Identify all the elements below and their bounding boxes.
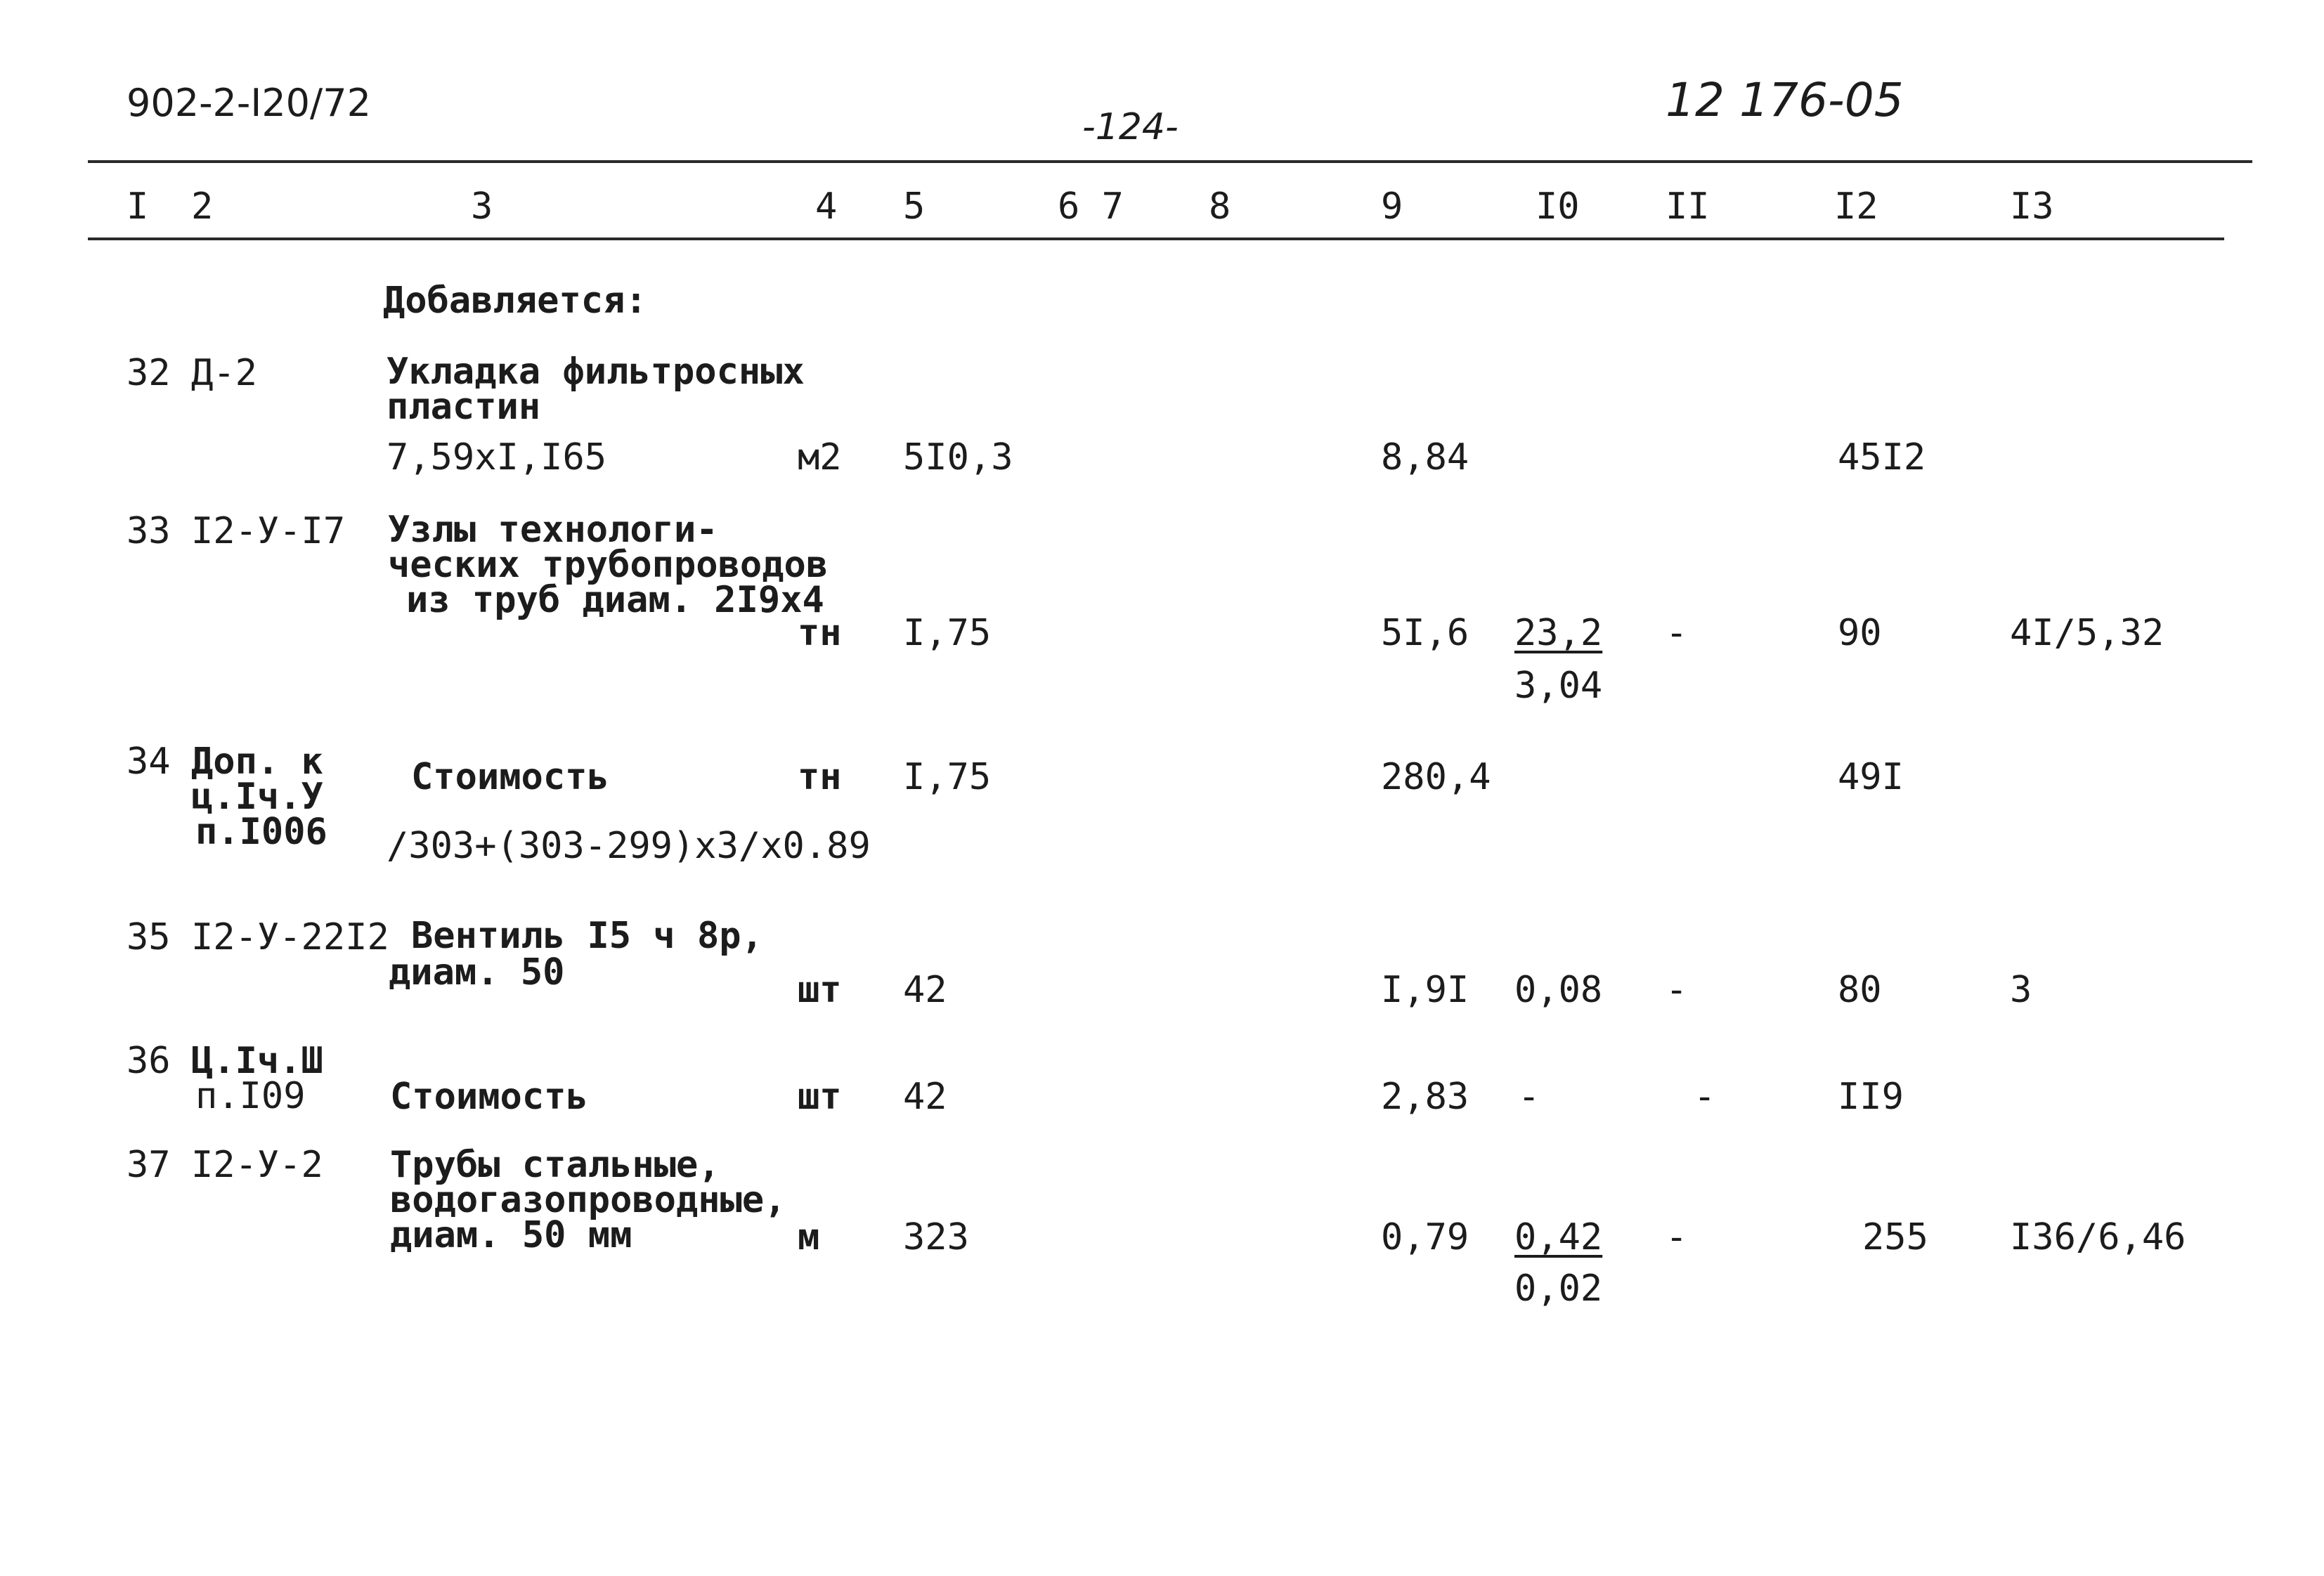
row-unit: м2: [798, 436, 842, 478]
row-name-line: Стоимость: [390, 1076, 588, 1118]
row-number: 37: [126, 1144, 171, 1186]
row-number: 34: [126, 741, 171, 783]
row-col-11: -: [1666, 1216, 1688, 1258]
row-col-9: 0,79: [1381, 1216, 1469, 1258]
col-header-11: II: [1666, 185, 1710, 228]
col-header-4: 4: [815, 185, 838, 228]
row-code-line: Ц.Iч.Ш: [191, 1040, 323, 1082]
col-header-2: 2: [191, 185, 214, 228]
row-code-line: Доп. к: [191, 741, 323, 783]
col-header-10: I0: [1536, 185, 1580, 228]
section-heading: Добавляется:: [383, 280, 647, 322]
row-code-line: ц.Iч.У: [191, 776, 323, 818]
row-unit: шт: [798, 1076, 842, 1118]
row-number: 35: [126, 916, 171, 958]
row-sub-name: 7,59xI,I65: [387, 436, 607, 478]
row-col-10-top: 23,2: [1514, 612, 1603, 654]
archive-number: 12 176-05: [1666, 73, 1904, 127]
document-code: 902-2-I20/72: [126, 81, 371, 125]
row-name-line: Стоимость: [411, 756, 609, 798]
row-code: I2-У-2: [191, 1144, 323, 1186]
row-name-line: диам. 50: [389, 951, 565, 994]
top-rule: [88, 160, 2252, 163]
row-name-line: водогазопроводные,: [390, 1179, 786, 1221]
row-col-13: 3: [2010, 969, 2032, 1011]
row-code-line: п.I006: [195, 811, 327, 853]
row-number: 36: [126, 1040, 171, 1082]
header-rule: [88, 237, 2224, 240]
col-header-1: I: [126, 185, 149, 228]
row-col-12: II9: [1838, 1076, 1904, 1118]
row-formula: /303+(303-299)x3/x0.89: [387, 825, 871, 867]
col-header-3: 3: [471, 185, 493, 228]
row-quantity: I,75: [903, 756, 992, 798]
row-name-line: Вентиль I5 ч 8р,: [411, 915, 763, 957]
row-code: I2-У-22I2: [191, 916, 389, 958]
row-col-10: 0,08: [1514, 969, 1603, 1011]
row-col-10-top: 0,42: [1514, 1216, 1603, 1258]
row-col-12: 45I2: [1838, 436, 1926, 478]
row-code: Д-2: [191, 352, 257, 394]
row-col-11: -: [1666, 612, 1688, 654]
row-quantity: 42: [903, 969, 947, 1011]
row-unit: тн: [798, 612, 842, 654]
row-name-line: диам. 50 мм: [390, 1214, 632, 1256]
row-col-9: I,9I: [1381, 969, 1469, 1011]
row-col-11: -: [1666, 969, 1688, 1011]
row-code: I2-У-I7: [191, 510, 346, 552]
row-col-9: 280,4: [1381, 756, 1491, 798]
row-col-13: I36/6,46: [2010, 1216, 2186, 1258]
row-col-10: -: [1518, 1076, 1540, 1118]
row-name-line: из труб диам. 2I9x4: [406, 579, 824, 621]
row-col-12: 80: [1838, 969, 1882, 1011]
row-number: 33: [126, 510, 171, 552]
row-col-11: -: [1694, 1076, 1716, 1118]
row-quantity: 323: [903, 1216, 969, 1258]
row-name-line: ческих трубопроводов: [388, 544, 829, 586]
row-col-10-bottom: 0,02: [1514, 1268, 1603, 1310]
row-col-9: 2,83: [1381, 1076, 1469, 1118]
row-quantity: 42: [903, 1076, 947, 1118]
row-name-line: Узлы технологи-: [388, 509, 718, 551]
col-header-12: I2: [1834, 185, 1878, 228]
col-header-13: I3: [2010, 185, 2054, 228]
row-col-9: 8,84: [1381, 436, 1469, 478]
row-unit: шт: [798, 969, 842, 1011]
row-col-12: 255: [1862, 1216, 1928, 1258]
row-unit: м: [798, 1216, 820, 1258]
row-quantity: I,75: [903, 612, 992, 654]
row-name-line: Трубы стальные,: [390, 1144, 720, 1186]
col-header-8: 8: [1209, 185, 1231, 228]
col-header-6-7: 6 7: [1058, 185, 1124, 228]
col-header-5: 5: [903, 185, 926, 228]
row-name-line: Укладка фильтросных: [387, 351, 805, 393]
row-code-line: п.I09: [195, 1075, 306, 1117]
row-col-12: 90: [1838, 612, 1882, 654]
page-number: -124-: [1082, 106, 1179, 148]
col-header-9: 9: [1381, 185, 1403, 228]
row-col-12: 49I: [1838, 756, 1904, 798]
row-col-10-bottom: 3,04: [1514, 665, 1603, 707]
row-col-13: 4I/5,32: [2010, 612, 2164, 654]
row-unit: тн: [798, 756, 842, 798]
row-number: 32: [126, 352, 171, 394]
row-quantity: 5I0,3: [903, 436, 1013, 478]
row-name-line: пластин: [387, 386, 541, 428]
row-col-9: 5I,6: [1381, 612, 1469, 654]
